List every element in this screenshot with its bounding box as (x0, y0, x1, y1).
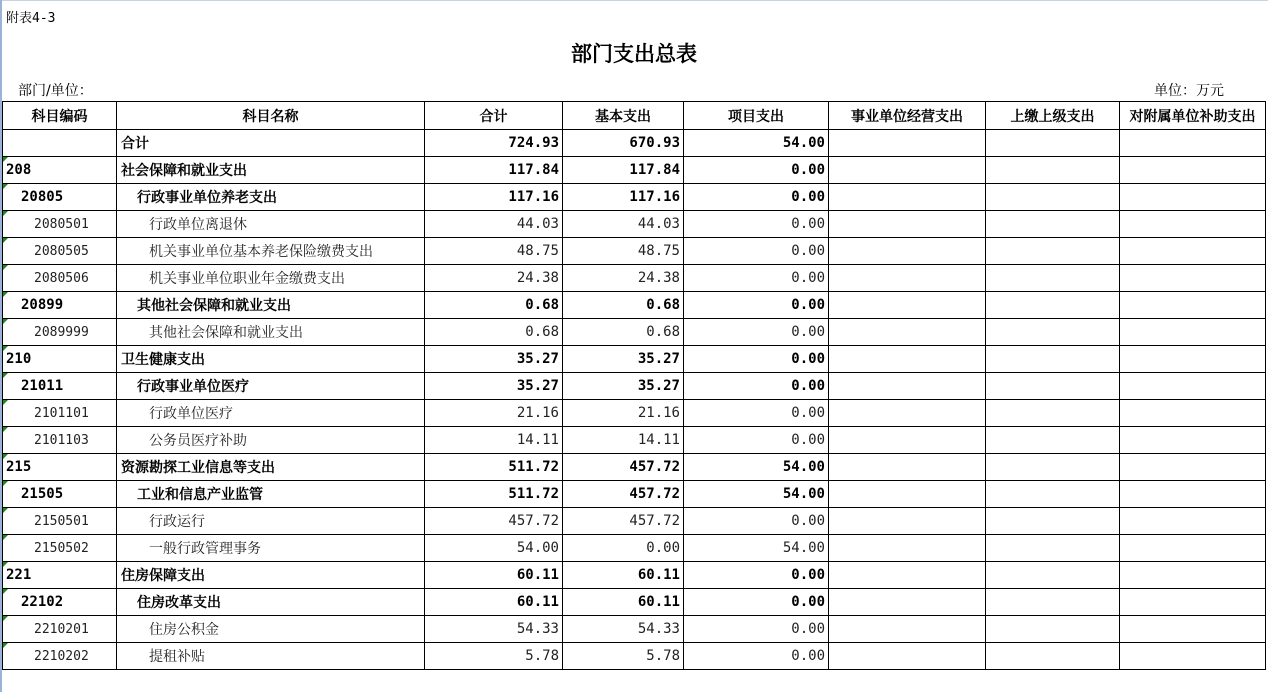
cell-subsidy[interactable] (1120, 643, 1266, 670)
cell-name[interactable]: 住房保障支出 (117, 562, 425, 589)
table-row (3, 373, 1266, 400)
cell-subsidy[interactable] (1120, 481, 1266, 508)
cell-note-marker-icon (3, 319, 8, 324)
code-text: 2101103 (34, 433, 89, 448)
cell-name[interactable]: 资源勘探工业信息等支出 (117, 454, 425, 481)
cell-project[interactable]: 54.00 (684, 535, 829, 562)
cell-total[interactable]: 117.16 (425, 184, 563, 211)
cell-note-marker-icon (3, 535, 8, 540)
cell-total[interactable]: 54.00 (425, 535, 563, 562)
cell-code[interactable] (3, 454, 117, 481)
cell-subsidy[interactable] (1120, 616, 1266, 643)
header-name[interactable]: 科目名称 (117, 102, 425, 130)
header-subsidy[interactable]: 对附属单位补助支出 (1120, 102, 1266, 130)
expenditure-table (2, 101, 1266, 670)
cell-business[interactable] (829, 616, 986, 643)
cell-note-marker-icon (3, 562, 8, 567)
code-text: 210 (6, 351, 32, 367)
cell-code[interactable] (3, 319, 117, 346)
cell-project[interactable]: 0.00 (684, 346, 829, 373)
cell-name[interactable]: 行政单位离退休 (117, 211, 425, 238)
cell-code[interactable] (3, 589, 117, 616)
cell-basic[interactable]: 44.03 (563, 211, 684, 238)
cell-total[interactable]: 48.75 (425, 238, 563, 265)
cell-project[interactable]: 0.00 (684, 643, 829, 670)
cell-subsidy[interactable] (1120, 427, 1266, 454)
cell-business[interactable] (829, 130, 986, 157)
cell-project[interactable]: 0.00 (684, 292, 829, 319)
cell-basic[interactable]: 457.72 (563, 508, 684, 535)
cell-project[interactable]: 54.00 (684, 454, 829, 481)
cell-business[interactable] (829, 373, 986, 400)
cell-upper[interactable] (986, 373, 1120, 400)
table-row (3, 211, 1266, 238)
cell-note-marker-icon (3, 265, 8, 270)
cell-basic[interactable]: 457.72 (563, 454, 684, 481)
cell-code[interactable] (3, 346, 117, 373)
cell-note-marker-icon (3, 373, 8, 378)
cell-total[interactable]: 5.78 (425, 643, 563, 670)
cell-total[interactable]: 511.72 (425, 454, 563, 481)
cell-name[interactable]: 其他社会保障和就业支出 (117, 319, 425, 346)
cell-project[interactable]: 0.00 (684, 211, 829, 238)
cell-name[interactable]: 行政单位医疗 (117, 400, 425, 427)
code-text: 2210201 (34, 622, 89, 637)
cell-total[interactable]: 24.38 (425, 265, 563, 292)
cell-basic[interactable]: 14.11 (563, 427, 684, 454)
cell-business[interactable] (829, 508, 986, 535)
cell-upper[interactable] (986, 346, 1120, 373)
cell-note-marker-icon (3, 346, 8, 351)
cell-code[interactable] (3, 265, 117, 292)
cell-business[interactable] (829, 643, 986, 670)
cell-name[interactable]: 住房改革支出 (117, 589, 425, 616)
table-row (3, 184, 1266, 211)
cell-total[interactable]: 457.72 (425, 508, 563, 535)
cell-business[interactable] (829, 211, 986, 238)
cell-code[interactable] (3, 562, 117, 589)
cell-total[interactable]: 60.11 (425, 589, 563, 616)
cell-basic[interactable]: 24.38 (563, 265, 684, 292)
cell-project[interactable]: 0.00 (684, 373, 829, 400)
cell-basic[interactable]: 0.68 (563, 319, 684, 346)
table-row (3, 265, 1266, 292)
code-text: 2150502 (34, 541, 89, 556)
cell-name[interactable]: 行政运行 (117, 508, 425, 535)
cell-basic[interactable]: 457.72 (563, 481, 684, 508)
cell-basic[interactable]: 35.27 (563, 373, 684, 400)
page-title: 部门支出总表 (571, 41, 697, 66)
header-basic[interactable]: 基本支出 (563, 102, 684, 130)
table-row (3, 427, 1266, 454)
cell-total[interactable]: 35.27 (425, 373, 563, 400)
cell-total[interactable]: 511.72 (425, 481, 563, 508)
cell-total[interactable]: 724.93 (425, 130, 563, 157)
cell-upper[interactable] (986, 130, 1120, 157)
cell-note-marker-icon (3, 157, 8, 162)
cell-code[interactable] (3, 535, 117, 562)
cell-total[interactable]: 54.33 (425, 616, 563, 643)
table-row (3, 292, 1266, 319)
table-row (3, 454, 1266, 481)
cell-name[interactable]: 机关事业单位职业年金缴费支出 (117, 265, 425, 292)
header-project[interactable]: 项目支出 (684, 102, 829, 130)
cell-name[interactable]: 卫生健康支出 (117, 346, 425, 373)
cell-business[interactable] (829, 157, 986, 184)
cell-note-marker-icon (3, 616, 8, 621)
unit-label: 单位：万元 (1154, 83, 1224, 99)
cell-business[interactable] (829, 346, 986, 373)
cell-basic[interactable]: 670.93 (563, 130, 684, 157)
cell-subsidy[interactable] (1120, 238, 1266, 265)
cell-project[interactable]: 0.00 (684, 184, 829, 211)
window-top-border (0, 0, 1268, 1)
attachment-label: 附表4-3 (6, 11, 56, 26)
code-text: 208 (6, 162, 32, 178)
cell-note-marker-icon (3, 292, 8, 297)
cell-note-marker-icon (3, 589, 8, 594)
cell-project[interactable]: 0.00 (684, 562, 829, 589)
cell-basic[interactable]: 60.11 (563, 562, 684, 589)
table-row (3, 400, 1266, 427)
cell-basic[interactable]: 21.16 (563, 400, 684, 427)
cell-note-marker-icon (3, 184, 8, 189)
cell-code[interactable] (3, 427, 117, 454)
cell-subsidy[interactable] (1120, 184, 1266, 211)
code-text: 22102 (21, 594, 64, 610)
cell-business[interactable] (829, 535, 986, 562)
cell-business[interactable] (829, 562, 986, 589)
cell-project[interactable]: 0.00 (684, 265, 829, 292)
cell-note-marker-icon (3, 400, 8, 405)
cell-name[interactable]: 行政事业单位养老支出 (117, 184, 425, 211)
cell-code[interactable] (3, 157, 117, 184)
code-text: 2080501 (34, 217, 89, 232)
cell-upper[interactable] (986, 481, 1120, 508)
cell-business[interactable] (829, 400, 986, 427)
cell-code[interactable] (3, 292, 117, 319)
table-row (3, 481, 1266, 508)
cell-code[interactable] (3, 508, 117, 535)
cell-basic[interactable]: 5.78 (563, 643, 684, 670)
code-text: 2080506 (34, 271, 89, 286)
cell-total[interactable]: 44.03 (425, 211, 563, 238)
cell-project[interactable]: 0.00 (684, 427, 829, 454)
cell-project[interactable]: 0.00 (684, 319, 829, 346)
cell-total[interactable]: 0.68 (425, 319, 563, 346)
cell-upper[interactable] (986, 238, 1120, 265)
table-row (3, 130, 1266, 157)
cell-subsidy[interactable] (1120, 319, 1266, 346)
cell-basic[interactable]: 60.11 (563, 589, 684, 616)
cell-note-marker-icon (3, 211, 8, 216)
cell-basic[interactable]: 117.84 (563, 157, 684, 184)
header-business[interactable]: 事业单位经营支出 (829, 102, 986, 130)
cell-upper[interactable] (986, 157, 1120, 184)
cell-name[interactable]: 提租补贴 (117, 643, 425, 670)
cell-business[interactable] (829, 427, 986, 454)
cell-code[interactable] (3, 184, 117, 211)
cell-basic[interactable]: 54.33 (563, 616, 684, 643)
cell-basic[interactable]: 35.27 (563, 346, 684, 373)
cell-basic[interactable]: 0.00 (563, 535, 684, 562)
cell-upper[interactable] (986, 454, 1120, 481)
cell-total[interactable]: 14.11 (425, 427, 563, 454)
cell-business[interactable] (829, 454, 986, 481)
cell-basic[interactable]: 0.68 (563, 292, 684, 319)
cell-business[interactable] (829, 265, 986, 292)
cell-upper[interactable] (986, 562, 1120, 589)
header-row (3, 102, 1266, 130)
cell-subsidy[interactable] (1120, 157, 1266, 184)
cell-business[interactable] (829, 184, 986, 211)
code-text: 21505 (21, 486, 64, 502)
cell-total[interactable]: 21.16 (425, 400, 563, 427)
cell-upper[interactable] (986, 184, 1120, 211)
cell-code[interactable] (3, 130, 117, 157)
cell-code[interactable] (3, 238, 117, 265)
cell-upper[interactable] (986, 535, 1120, 562)
cell-subsidy[interactable] (1120, 454, 1266, 481)
dept-label: 部门/单位： (18, 83, 93, 99)
cell-upper[interactable] (986, 508, 1120, 535)
cell-upper[interactable] (986, 400, 1120, 427)
cell-upper[interactable] (986, 616, 1120, 643)
cell-name[interactable]: 合计 (117, 130, 425, 157)
cell-name[interactable]: 住房公积金 (117, 616, 425, 643)
table-row (3, 589, 1266, 616)
cell-name[interactable]: 社会保障和就业支出 (117, 157, 425, 184)
header-total[interactable]: 合计 (425, 102, 563, 130)
cell-upper[interactable] (986, 589, 1120, 616)
table-row (3, 157, 1266, 184)
cell-name[interactable]: 行政事业单位医疗 (117, 373, 425, 400)
code-text: 215 (6, 459, 32, 475)
cell-subsidy[interactable] (1120, 292, 1266, 319)
cell-code[interactable] (3, 211, 117, 238)
cell-business[interactable] (829, 292, 986, 319)
code-text: 2080505 (34, 244, 89, 259)
table-row (3, 319, 1266, 346)
table-row (3, 616, 1266, 643)
cell-total[interactable]: 35.27 (425, 346, 563, 373)
table-row (3, 346, 1266, 373)
header-upper[interactable]: 上缴上级支出 (986, 102, 1120, 130)
cell-upper[interactable] (986, 319, 1120, 346)
cell-code[interactable] (3, 481, 117, 508)
cell-project[interactable]: 0.00 (684, 157, 829, 184)
cell-subsidy[interactable] (1120, 400, 1266, 427)
table-row (3, 508, 1266, 535)
cell-total[interactable]: 117.84 (425, 157, 563, 184)
cell-code[interactable] (3, 643, 117, 670)
cell-name[interactable]: 其他社会保障和就业支出 (117, 292, 425, 319)
cell-project[interactable]: 54.00 (684, 130, 829, 157)
code-text: 2210202 (34, 649, 89, 664)
cell-basic[interactable]: 48.75 (563, 238, 684, 265)
cell-subsidy[interactable] (1120, 130, 1266, 157)
cell-upper[interactable] (986, 292, 1120, 319)
code-text: 2101101 (34, 406, 89, 421)
cell-subsidy[interactable] (1120, 535, 1266, 562)
cell-upper[interactable] (986, 643, 1120, 670)
cell-note-marker-icon (3, 508, 8, 513)
cell-project[interactable]: 0.00 (684, 238, 829, 265)
table-row (3, 535, 1266, 562)
cell-business[interactable] (829, 238, 986, 265)
cell-project[interactable]: 54.00 (684, 481, 829, 508)
cell-project[interactable]: 0.00 (684, 589, 829, 616)
cell-subsidy[interactable] (1120, 508, 1266, 535)
cell-note-marker-icon (3, 454, 8, 459)
cell-subsidy[interactable] (1120, 346, 1266, 373)
cell-code[interactable] (3, 400, 117, 427)
code-text: 20899 (21, 297, 64, 313)
cell-business[interactable] (829, 589, 986, 616)
cell-note-marker-icon (3, 643, 8, 648)
cell-basic[interactable]: 117.16 (563, 184, 684, 211)
cell-upper[interactable] (986, 211, 1120, 238)
cell-project[interactable]: 0.00 (684, 400, 829, 427)
table-row (3, 643, 1266, 670)
code-text: 2089999 (34, 325, 89, 340)
cell-subsidy[interactable] (1120, 265, 1266, 292)
table-row (3, 238, 1266, 265)
cell-name[interactable]: 一般行政管理事务 (117, 535, 425, 562)
header-code[interactable]: 科目编码 (3, 102, 117, 130)
cell-name[interactable]: 工业和信息产业监管 (117, 481, 425, 508)
cell-note-marker-icon (3, 427, 8, 432)
cell-code[interactable] (3, 373, 117, 400)
cell-subsidy[interactable] (1120, 562, 1266, 589)
cell-project[interactable]: 0.00 (684, 508, 829, 535)
cell-project[interactable]: 0.00 (684, 616, 829, 643)
code-text: 21011 (21, 378, 64, 394)
cell-note-marker-icon (3, 238, 8, 243)
table-row (3, 562, 1266, 589)
cell-note-marker-icon (3, 481, 8, 486)
cell-business[interactable] (829, 481, 986, 508)
cell-code[interactable] (3, 616, 117, 643)
cell-name[interactable]: 机关事业单位基本养老保险缴费支出 (117, 238, 425, 265)
cell-subsidy[interactable] (1120, 373, 1266, 400)
code-text: 221 (6, 567, 32, 583)
cell-upper[interactable] (986, 265, 1120, 292)
cell-total[interactable]: 60.11 (425, 562, 563, 589)
cell-subsidy[interactable] (1120, 589, 1266, 616)
cell-business[interactable] (829, 319, 986, 346)
cell-subsidy[interactable] (1120, 211, 1266, 238)
code-text: 2150501 (34, 514, 89, 529)
cell-upper[interactable] (986, 427, 1120, 454)
cell-name[interactable]: 公务员医疗补助 (117, 427, 425, 454)
code-text: 20805 (21, 189, 64, 205)
cell-total[interactable]: 0.68 (425, 292, 563, 319)
